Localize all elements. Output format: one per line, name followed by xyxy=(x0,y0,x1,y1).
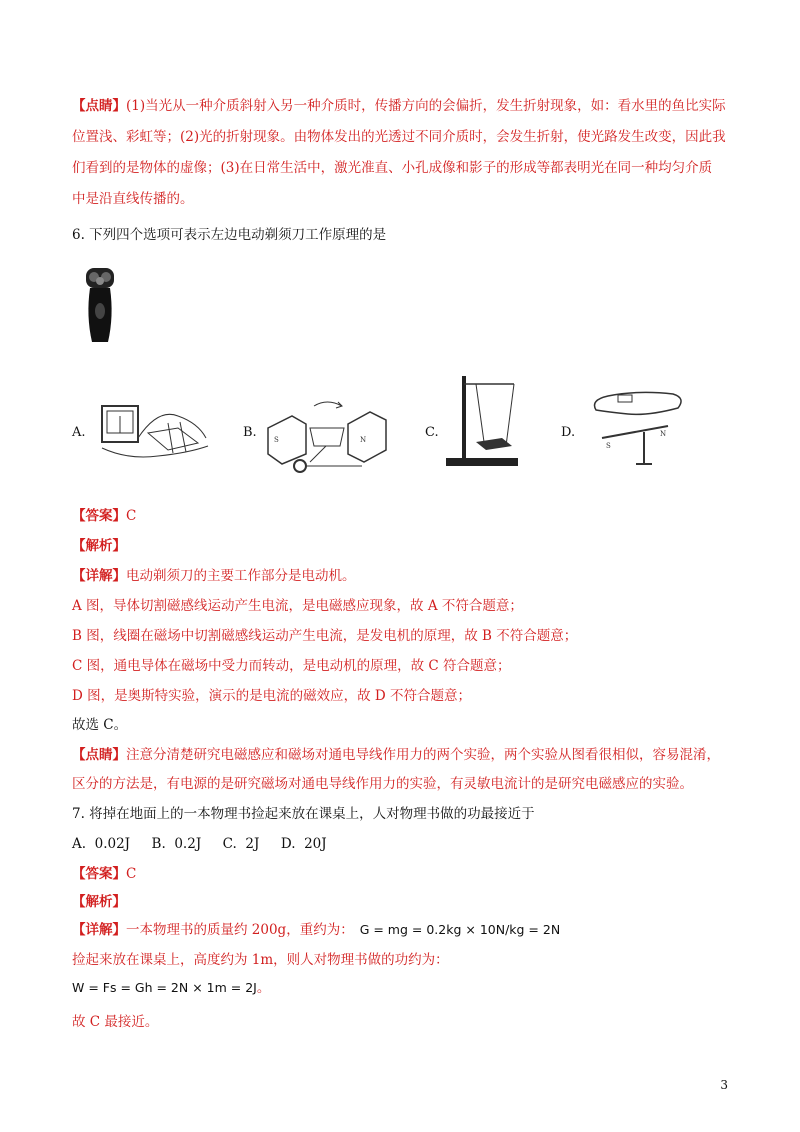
page-number: 3 xyxy=(720,1078,728,1092)
option-d-figure xyxy=(588,386,688,475)
q7-stem: 7. 将掉在地面上的一本物理书捡起来放在课桌上，人对物理书做的功最接近于 xyxy=(72,806,535,822)
q6-answer: 【答案】C xyxy=(72,508,137,524)
q6-line-c: C 图，通电导体在磁场中受力而转动，是电动机的原理，故 C 符合题意； xyxy=(72,658,511,674)
option-d-n-pole: N xyxy=(660,430,667,438)
q6-detail: 【详解】电动剃须刀的主要工作部分是电动机。 xyxy=(72,568,356,584)
q7-formula-weight: G = mg = 0.2kg × 10N/kg = 2N xyxy=(359,922,561,937)
option-b-s-pole: S xyxy=(274,436,279,444)
option-d-s-pole: S xyxy=(606,442,611,450)
q6-line-d: D 图，是奥斯特实验，演示的是电流的磁效应，故 D 不符合题意； xyxy=(72,688,472,704)
q6-dianjing-line-2: 区分的方法是，有电源的是研究磁场对通电导线作用力的实验，有灵敏电流计的是研究电磁感应的实验。 xyxy=(72,776,693,792)
q6-line-b: B 图，线圈在磁场中切割磁感线运动产生电流，是发电机的原理，故 B 不符合题意； xyxy=(72,628,578,644)
q6-dianjing-line-1: 【点睛】注意分清楚研究电磁感应和磁场对通电导线作用力的两个实验，两个实验从图看很相似，容易混淆， xyxy=(72,747,720,763)
option-a-label: A. xyxy=(72,425,86,440)
q7-formula-work-line: W = Fs = Gh = 2N × 1m = 2J。 xyxy=(72,980,271,996)
q6-analysis-tag: 【解析】 xyxy=(72,538,126,554)
q7-detail: 【详解】一本物理书的质量约 200g，重约为： G = mg = 0.2kg × 10N/kg = 2N xyxy=(72,922,561,938)
option-d-label: D. xyxy=(561,425,576,440)
option-b-n-pole: N xyxy=(360,436,367,444)
dianjing-line-3: 们看到的是物体的虚像；(3)在日常生活中，激光准直、小孔成像和影子的形成等都表明光在同一种均匀介质 xyxy=(72,160,713,176)
q7-analysis-tag: 【解析】 xyxy=(72,894,126,910)
option-b-label: B. xyxy=(243,425,257,440)
option-c-label: C. xyxy=(425,425,439,440)
q7-choices: A. 0.02J B. 0.2J C. 2J D. 20J xyxy=(72,836,327,852)
q7-line-2: 捡起来放在课桌上，高度约为 1m，则人对物理书做的功约为： xyxy=(72,952,449,968)
option-b-figure xyxy=(262,398,392,482)
q6-conclusion: 故选 C。 xyxy=(72,717,128,733)
electric-shaver-image xyxy=(82,266,118,350)
dianjing-line-2: 位置浅、彩虹等；(2)光的折射现象。由物体发出的光透过不同介质时，会发生折射，使光路发生改变，因此我 xyxy=(72,129,726,145)
dianjing-line-4: 中是沿直线传播的。 xyxy=(72,191,194,207)
q7-conclusion: 故 C 最接近。 xyxy=(72,1014,159,1030)
q7-formula-work: W = Fs = Gh = 2N × 1m = 2J xyxy=(72,980,257,995)
q6-stem: 6. 下列四个选项可表示左边电动剃须刀工作原理的是 xyxy=(72,227,387,243)
q7-answer: 【答案】C xyxy=(72,866,137,882)
option-c-figure xyxy=(446,374,526,474)
dianjing-line-1: 【点睛】(1)当光从一种介质斜射入另一种介质时，传播方向的会偏折，发生折射现象，如：看水里的鱼比实际 xyxy=(72,98,726,114)
q6-line-a: A 图，导体切割磁感线运动产生电流，是电磁感应现象，故 A 不符合题意； xyxy=(72,598,523,614)
option-a-figure xyxy=(98,398,213,467)
